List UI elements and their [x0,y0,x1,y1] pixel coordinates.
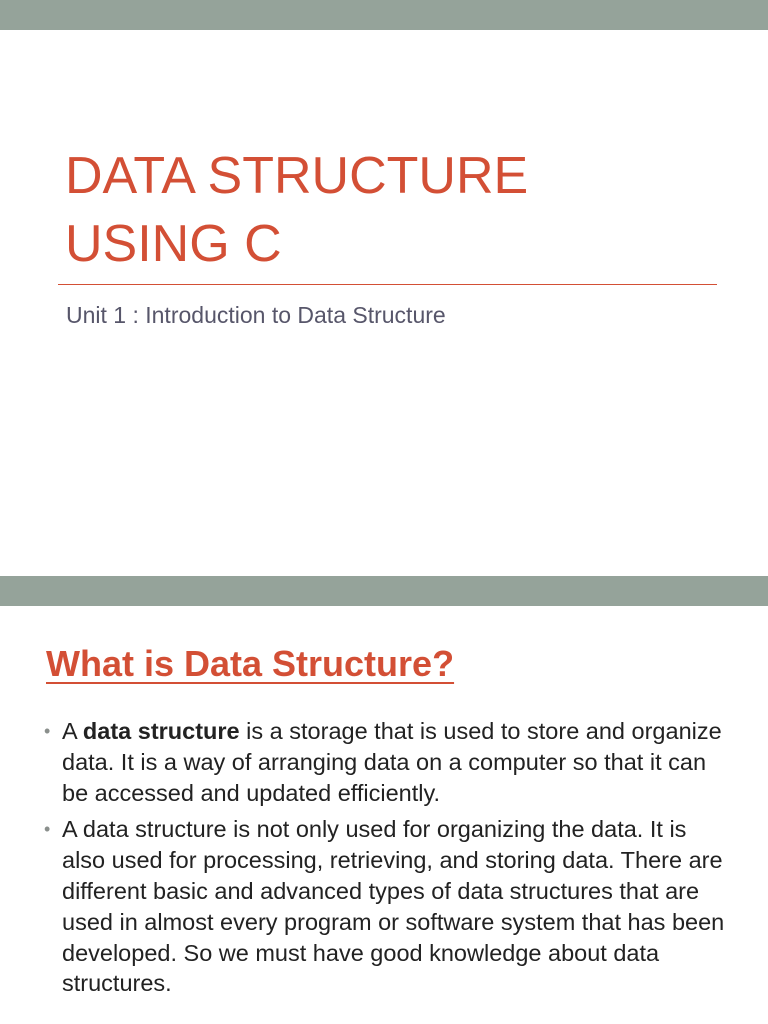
content-slide [0,576,768,1024]
slide-heading: What is Data Structure? [46,643,455,684]
bullet-item-1 [44,716,734,808]
bullet-icon: • [44,819,51,840]
slide-title-line-2: USING C [65,215,282,273]
top-band [0,576,768,606]
bullet-item-2 [44,814,734,999]
top-band [0,0,768,30]
bullet-1-bold-term: data structure [82,718,240,744]
bullet-1-text: is a storage that is used to store and organize data. It is a way of arranging data on a computer so that it can be accessed and updated efficiently. [62,718,722,806]
slide-title-line-1: DATA STRUCTURE [65,147,529,205]
bullet-2-text: A data structure is not only used for organizing the data. It is also used for processing, retrieving, and storing data. There are different basic and advanced types of data structures that are used in almost every program or software system that has been developed. So we must have good knowledge about data structures. [62,816,725,997]
slide-title [65,142,725,278]
slide-subtitle: Unit 1 : Introduction to Data Structure [66,302,446,328]
bullet-1-prefix: A [62,718,83,744]
bullet-icon: • [44,721,51,741]
bullet-list [44,716,734,1005]
title-divider [58,284,717,285]
